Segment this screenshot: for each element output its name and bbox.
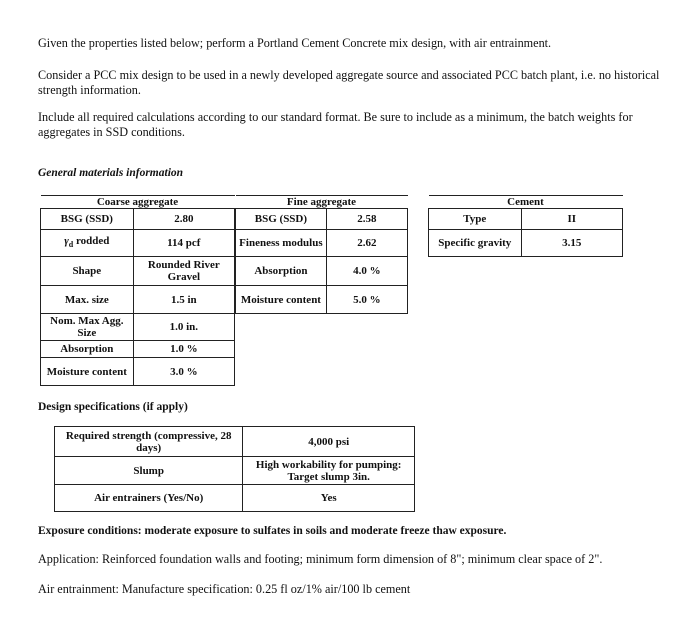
intro-paragraph-2: Consider a PCC mix design to be used in a newly developed aggregate source and associated PCC batch plant, i.e. no historical strength information. [38,68,660,97]
coarse-label: Nom. Max Agg. Size [41,314,134,341]
coarse-label: Max. size [41,286,134,314]
cement-value: II [521,209,622,230]
exposure-conditions: Exposure conditions: moderate exposure to sulfates in soils and moderate freeze thaw exposure. [38,525,507,537]
fine-label: Absorption [236,257,327,286]
fine-value: 2.58 [326,209,407,230]
strength-value: 4,000 psi [243,427,415,457]
fine-label: Fineness modulus [236,230,327,257]
coarse-value: 3.0 % [133,358,234,386]
air-entrainers-value: Yes [243,485,415,512]
cement-label: Type [429,209,522,230]
coarse-label: Shape [41,257,134,286]
coarse-label: Absorption [41,341,134,358]
design-specs-table [54,426,415,512]
coarse-aggregate-table [40,195,235,386]
coarse-title: Coarse aggregate [41,196,235,209]
cement-table [428,195,623,257]
application-text: Application: Reinforced foundation walls and footing; minimum form dimension of 8"; minimum clear space of 2". [38,552,603,566]
slump-value [243,457,415,485]
slump-label: Slump [55,457,243,485]
general-materials-heading: General materials information [38,167,184,179]
design-specs-heading: Design specifications (if apply) [38,401,188,413]
fine-label: Moisture content [236,286,327,314]
fine-title: Fine aggregate [236,196,408,209]
coarse-value: 1.5 in [133,286,234,314]
intro-paragraph-1: Given the properties listed below; perform a Portland Cement Concrete mix design, with air entrainment. [38,36,552,50]
coarse-label: $\gamma_d$ rodded [41,230,134,257]
intro-paragraph-3: Include all required calculations according to our standard format. Be sure to include as a minimum, the batch weights for aggregates in SSD conditions. [38,110,633,139]
cement-title: Cement [429,196,623,209]
coarse-value: 1.0 in. [133,314,234,341]
coarse-value: 1.0 % [133,341,234,358]
air-entrainment-text: Air entrainment: Manufacture specification: 0.25 fl oz/1% air/100 lb cement [38,582,411,596]
coarse-label: Moisture content [41,358,134,386]
fine-value: 2.62 [326,230,407,257]
fine-label: BSG (SSD) [236,209,327,230]
coarse-label: BSG (SSD) [41,209,134,230]
cement-value: 3.15 [521,230,622,257]
strength-label: Required strength (compressive, 28 days) [55,427,243,457]
air-entrainers-label: Air entrainers (Yes/No) [55,485,243,512]
cement-label: Specific gravity [429,230,522,257]
coarse-value: Rounded River Gravel [133,257,234,286]
fine-value: 4.0 % [326,257,407,286]
coarse-value: 2.80 [133,209,234,230]
coarse-value: 114 pcf [133,230,234,257]
fine-aggregate-table [235,195,408,314]
slump-value-text: High workability for pumping: Target slump 3in. [255,458,402,483]
fine-value: 5.0 % [326,286,407,314]
